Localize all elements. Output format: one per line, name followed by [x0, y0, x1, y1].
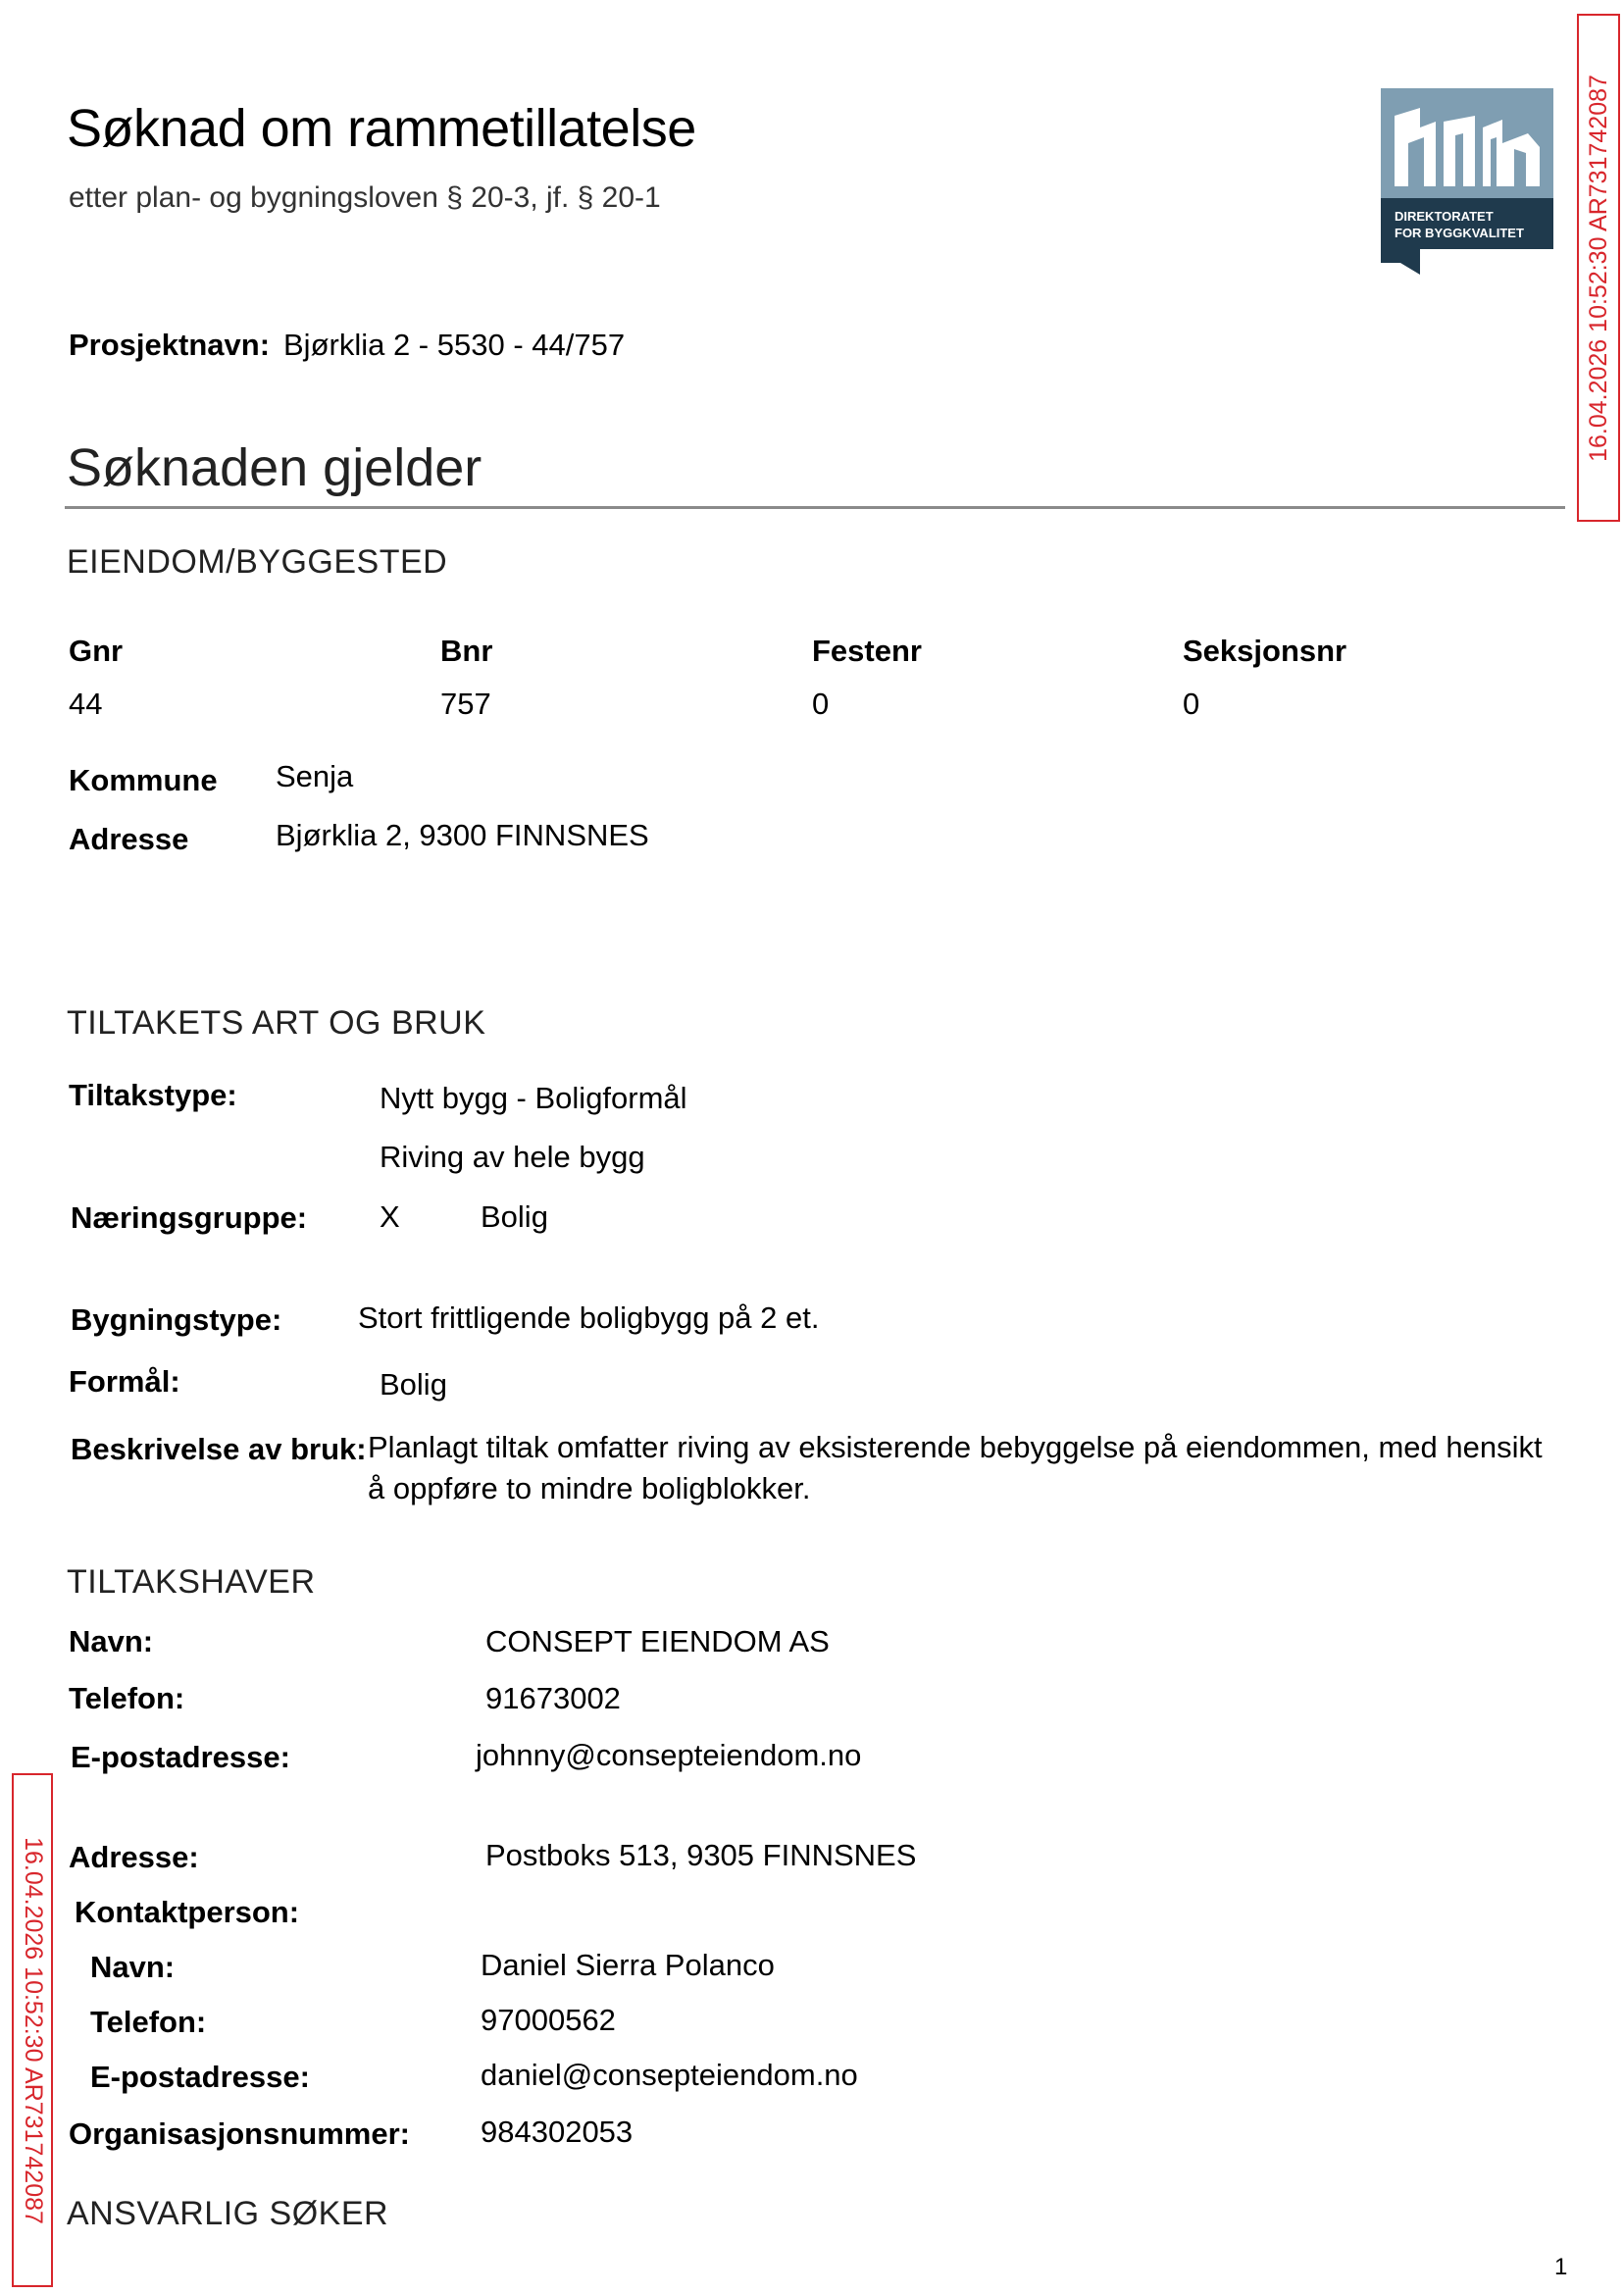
- dibk-logo: [1381, 88, 1553, 275]
- tiltakshaver-epost-value: johnny@consepteiendom.no: [476, 1738, 862, 1772]
- orgnr-label: Organisasjonsnummer:: [69, 2116, 410, 2151]
- timestamp-stamp-text: 16.04.2026 10:52:30 AR731742087: [1584, 74, 1612, 462]
- seksjonsnr-label: Seksjonsnr: [1183, 634, 1347, 668]
- beskrivelse-value-line1: Planlagt tiltak omfatter riving av eksisterende bebyggelse på eiendommen, med hensikt: [368, 1430, 1543, 1464]
- adresse-label: Adresse: [69, 822, 189, 856]
- beskrivelse-label: Beskrivelse av bruk:: [71, 1432, 367, 1466]
- logo-text-line1: DIREKTORATET: [1395, 209, 1494, 224]
- section-heading-tiltakshaver: TILTAKSHAVER: [67, 1563, 316, 1601]
- formal-label: Formål:: [69, 1364, 180, 1399]
- kontakt-telefon-label: Telefon:: [90, 2005, 207, 2039]
- beskrivelse-value-line2: å oppføre to mindre boligblokker.: [368, 1471, 811, 1505]
- section-heading-tiltak: TILTAKETS ART OG BRUK: [67, 1004, 486, 1042]
- naeringsgruppe-code: X: [380, 1199, 400, 1234]
- document-subtitle: etter plan- og bygningsloven § 20-3, jf. § 20-1: [69, 181, 661, 214]
- kontakt-navn-value: Daniel Sierra Polanco: [481, 1948, 775, 1982]
- logo-text-line2: FOR BYGGKVALITET: [1395, 226, 1524, 240]
- festenr-label: Festenr: [812, 634, 922, 668]
- bygningstype-label: Bygningstype:: [71, 1302, 282, 1337]
- naeringsgruppe-value: Bolig: [481, 1199, 548, 1234]
- tiltakstype-value-1: Nytt bygg - Boligformål: [380, 1081, 687, 1115]
- tiltakshaver-telefon-value: 91673002: [485, 1681, 621, 1715]
- dibk-logo-graphic: [1381, 88, 1553, 275]
- section-heading-eiendom: EIENDOM/BYGGESTED: [67, 543, 448, 581]
- tiltakshaver-adresse-label: Adresse:: [69, 1840, 199, 1874]
- tiltakshaver-adresse-value: Postboks 513, 9305 FINNSNES: [485, 1838, 917, 1872]
- section-divider: [65, 506, 1565, 509]
- kommune-label: Kommune: [69, 763, 218, 797]
- bnr-label: Bnr: [440, 634, 493, 668]
- timestamp-stamp-right: [1577, 14, 1620, 522]
- section-heading-ansvarlig-soker: ANSVARLIG SØKER: [67, 2195, 389, 2232]
- kontakt-epost-label: E-postadresse:: [90, 2060, 310, 2094]
- kontakt-telefon-value: 97000562: [481, 2003, 616, 2037]
- document-title: Søknad om rammetillatelse: [67, 99, 696, 158]
- kontakt-navn-label: Navn:: [90, 1950, 176, 1984]
- gnr-label: Gnr: [69, 634, 124, 668]
- timestamp-stamp-text: 16.04.2026 10:52:30 AR731742087: [19, 1836, 47, 2224]
- formal-value: Bolig: [380, 1367, 447, 1402]
- adresse-value: Bjørklia 2, 9300 FINNSNES: [276, 818, 649, 852]
- orgnr-value: 984302053: [481, 2115, 634, 2149]
- tiltakshaver-epost-label: E-postadresse:: [71, 1740, 290, 1774]
- kommune-value: Senja: [276, 759, 354, 793]
- bygningstype-value: Stort frittligende boligbygg på 2 et.: [358, 1300, 820, 1335]
- kontakt-epost-value: daniel@consepteiendom.no: [481, 2058, 858, 2092]
- tiltakshaver-navn-value: CONSEPT EIENDOM AS: [485, 1624, 830, 1658]
- festenr-value: 0: [812, 687, 830, 721]
- timestamp-stamp-left: [12, 1773, 53, 2287]
- bnr-value: 757: [440, 687, 491, 721]
- kontaktperson-label: Kontaktperson:: [75, 1895, 300, 1929]
- page-number: 1: [1554, 2254, 1568, 2280]
- tiltakstype-value-2: Riving av hele bygg: [380, 1140, 645, 1174]
- tiltakshaver-navn-label: Navn:: [69, 1624, 154, 1658]
- project-name-value: Bjørklia 2 - 5530 - 44/757: [283, 328, 626, 362]
- tiltakstype-label: Tiltakstype:: [69, 1078, 237, 1112]
- tiltakshaver-telefon-label: Telefon:: [69, 1681, 185, 1715]
- project-name-label: Prosjektnavn:: [69, 328, 271, 362]
- main-heading: Søknaden gjelder: [67, 438, 482, 497]
- naeringsgruppe-label: Næringsgruppe:: [71, 1200, 308, 1235]
- seksjonsnr-value: 0: [1183, 687, 1200, 721]
- gnr-value: 44: [69, 687, 103, 721]
